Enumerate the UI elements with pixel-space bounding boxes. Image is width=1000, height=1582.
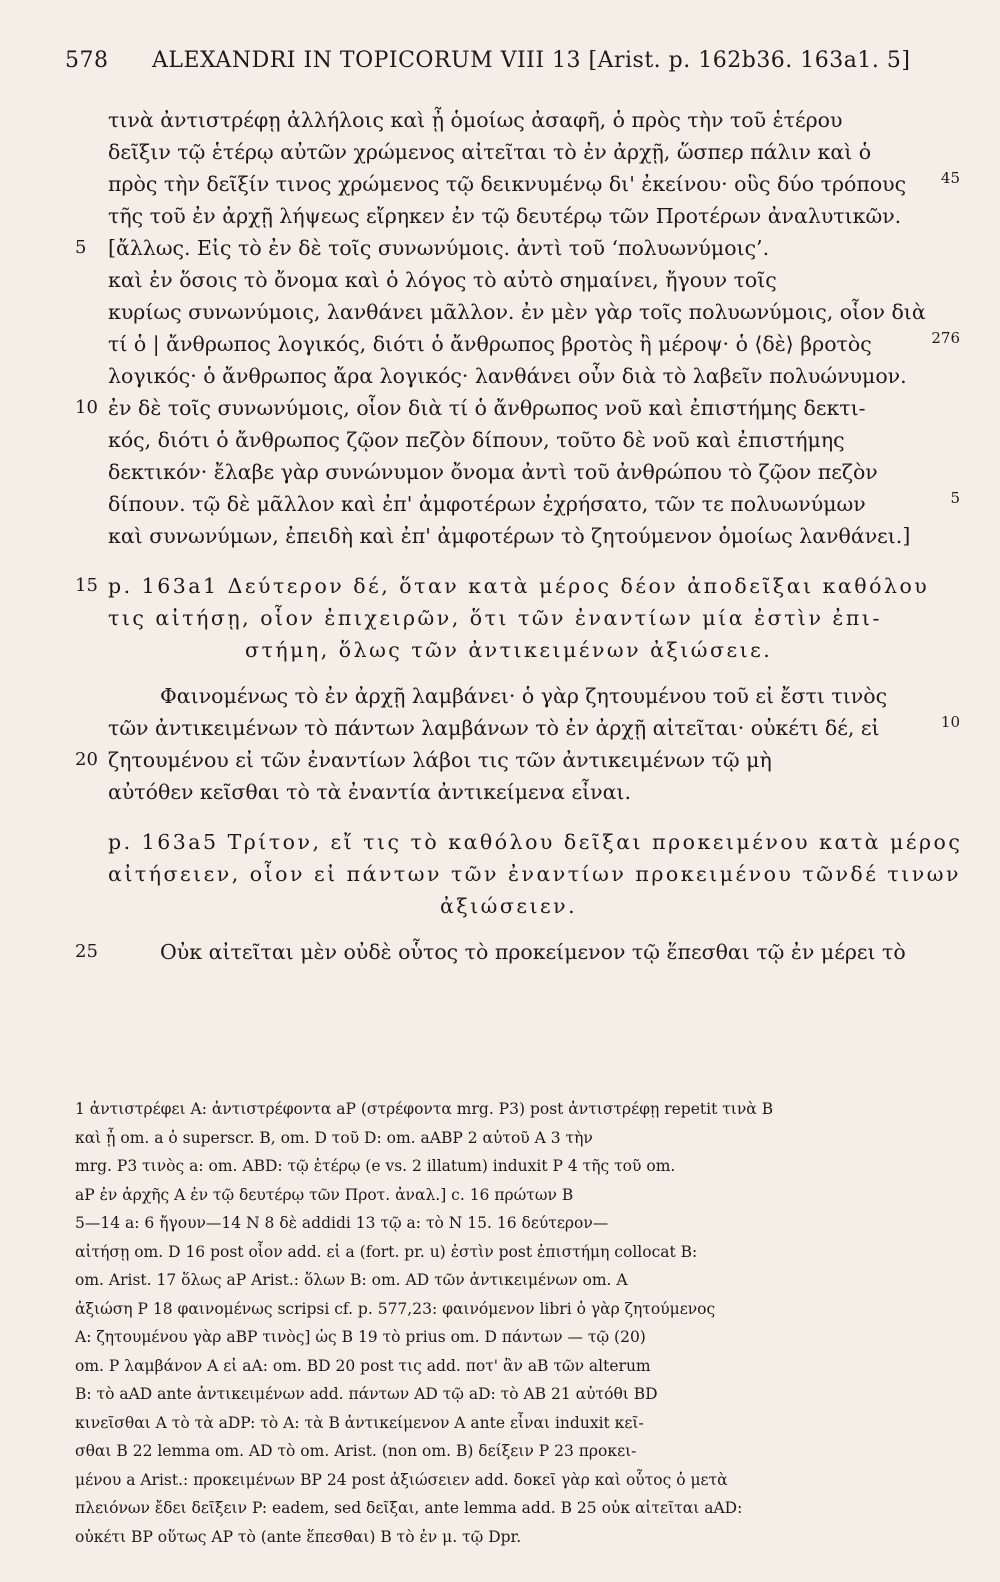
apparatus-line [0, 1238, 1000, 1267]
apparatus-text: καὶ ᾖ om. a ὁ superscr. B, om. D τοῦ D: om. aABP 2 αὐτοῦ A 3 τὴν [75, 1128, 593, 1147]
apparatus-line [0, 1380, 1000, 1409]
line-text: τινὰ ἀντιστρέφῃ ἀλλήλοις καὶ ᾖ ὁμοίως ἀσαφῆ, ὁ πρὸς τὴν τοῦ ἑτέρου [108, 108, 843, 132]
line-text: ζητουμένου εἰ τῶν ἐναντίων λάβοι τις τῶν ἀντικειμένων τῷ μὴ [108, 748, 772, 772]
apparatus-text: σθαι B 22 lemma om. AD τὸ om. Arist. (non om. B) δείξειν P 23 προκει- [75, 1442, 637, 1460]
text-line [0, 200, 1000, 232]
line-number: 15 [75, 575, 98, 596]
line-text: αὐτόθεν κεῖσθαι τὸ τὰ ἐναντία ἀντικείμενα εἶναι. [108, 780, 631, 804]
lemma-text: ἀξιώσειεν. [440, 894, 578, 918]
text-line [0, 136, 1000, 168]
line-text: τί ὁ | ἄνθρωπος λογικός, διότι ὁ ἄνθρωπος βροτὸς ἢ μέροψ· ὁ ⟨δὲ⟩ βροτὸς [108, 332, 872, 356]
apparatus-line [0, 1124, 1000, 1153]
line-number: 25 [75, 941, 98, 962]
apparatus-text: ἀξιώση P 18 φαινομένως scripsi cf. p. 577,23: φαινόμενον libri ὁ γὰρ ζητούμενος [75, 1299, 716, 1318]
critical-apparatus [0, 1095, 1000, 1551]
lemma-line [0, 890, 1000, 922]
line-text: δεκτικόν· ἔλαβε γὰρ συνώνυμον ὄνομα ἀντὶ τοῦ ἀνθρώπου τὸ ζῷον πεζὸν [108, 460, 878, 484]
text-line [0, 488, 1000, 520]
line-number: 5 [75, 237, 87, 258]
apparatus-text: A: ζητουμένου γὰρ aBP τινὸς] ὡς B 19 τὸ prius om. D πάντων — τῷ (20) [75, 1328, 646, 1346]
text-line [0, 424, 1000, 456]
apparatus-text: αἰτήσῃ om. D 16 post οἷον add. εἰ a (fort. pr. u) ἐστὶν post ἐπιστήμη collocat B: [75, 1242, 698, 1261]
running-title: ALEXANDRI IN TOPICORUM VIII 13 [Arist. p. 162b36. 163a1. 5] [152, 48, 911, 73]
lemma-line [0, 570, 1000, 602]
apparatus-text: B: τὸ aAD ante ἀντικειμένων add. πάντων AD τῷ aD: τὸ AB 21 αὐτόθι BD [75, 1385, 658, 1403]
text-line [0, 520, 1000, 552]
line-text: δίπουν. τῷ δὲ μᾶλλον καὶ ἐπ' ἀμφοτέρων ἐχρήσατο, τῶν τε πολυωνύμων [108, 492, 866, 516]
margin-number: 276 [931, 329, 960, 347]
line-text: ἐν δὲ τοῖς συνωνύμοις, οἷον διὰ τί ὁ ἄνθρωπος νοῦ καὶ ἐπιστήμης δεκτι- [108, 396, 866, 420]
line-text: καὶ συνωνύμων, ἐπειδὴ καὶ ἐπ' ἀμφοτέρων τὸ ζητούμενον ὁμοίως λανθάνει.] [108, 524, 911, 548]
apparatus-line [0, 1266, 1000, 1295]
lemma-text: τις αἰτήσῃ, οἷον ἐπιχειρῶν, ὅτι τῶν ἐναντίων μία ἐστὶν ἐπι- [108, 606, 882, 630]
line-text: τῶν ἀντικειμένων τὸ πάντων λαμβάνων τὸ ἐν ἀρχῇ αἰτεῖται· οὐκέτι δέ, εἰ [108, 716, 880, 740]
text-line [0, 264, 1000, 296]
apparatus-text: μένου a Arist.: προκειμένων BP 24 post ἀξιώσειεν add. δοκεῖ γὰρ καὶ οὗτος ὁ μετὰ [75, 1470, 728, 1489]
apparatus-line [0, 1523, 1000, 1552]
margin-number: 45 [940, 169, 960, 187]
running-header [65, 48, 910, 73]
text-line [0, 712, 1000, 744]
line-text: πρὸς τὴν δεῖξίν τινος χρώμενος τῷ δεικνυμένῳ δι' ἐκείνου· οὓς δύο τρόπους [108, 172, 907, 196]
text-line [0, 360, 1000, 392]
text-line [0, 328, 1000, 360]
line-number: 10 [75, 397, 98, 418]
line-text: κυρίως συνωνύμοις, λανθάνει μᾶλλον. ἐν μὲν γὰρ τοῖς πολυωνύμοις, οἷον διὰ [108, 300, 926, 324]
apparatus-text: 5—14 a: 6 ἤγουν—14 N 8 δὲ addidi 13 τῷ a: τὸ N 15. 16 δεύτερον— [75, 1214, 609, 1232]
page-number: 578 [65, 48, 109, 73]
apparatus-line [0, 1181, 1000, 1210]
text-line [0, 936, 1000, 968]
text-line [0, 744, 1000, 776]
text-line [0, 232, 1000, 264]
text-line [0, 392, 1000, 424]
line-text: τῆς τοῦ ἐν ἀρχῇ λήψεως εἴρηκεν ἐν τῷ δευτέρῳ τῶν Προτέρων ἀναλυτικῶν. [108, 204, 902, 228]
apparatus-line [0, 1466, 1000, 1495]
main-text [0, 104, 1000, 968]
text-line [0, 680, 1000, 712]
line-text: κός, διότι ὁ ἄνθρωπος ζῷον πεζὸν δίπουν, τοῦτο δὲ νοῦ καὶ ἐπιστήμης [108, 428, 845, 452]
apparatus-line [0, 1494, 1000, 1523]
lemma-line [0, 858, 1000, 890]
apparatus-line [0, 1352, 1000, 1381]
apparatus-line [0, 1095, 1000, 1124]
line-number: 20 [75, 749, 98, 770]
lemma-line [0, 634, 1000, 666]
lemma-text: στήμη, ὅλως τῶν ἀντικειμένων ἀξιώσειε. [245, 638, 773, 662]
line-text: καὶ ἐν ὅσοις τὸ ὄνομα καὶ ὁ λόγος τὸ αὐτὸ σημαίνει, ἤγουν τοῖς [108, 268, 777, 292]
line-text: Φαινομένως τὸ ἐν ἀρχῇ λαμβάνει· ὁ γὰρ ζητουμένου τοῦ εἰ ἔστι τινὸς [160, 684, 888, 708]
line-text: δεῖξιν τῷ ἑτέρῳ αὐτῶν χρώμενος αἰτεῖται τὸ ἐν ἀρχῇ, ὥσπερ πάλιν καὶ ὁ [108, 140, 872, 164]
lemma-text: p. 163a5 Τρίτον, εἴ τις τὸ καθόλου δεῖξαι προκειμένου κατὰ μέρος [108, 830, 963, 854]
line-text: Οὐκ αἰτεῖται μὲν οὐδὲ οὗτος τὸ προκείμενον τῷ ἕπεσθαι τῷ ἐν μέρει τὸ [160, 940, 906, 964]
apparatus-text: om. Arist. 17 ὅλως aP Arist.: ὅλων B: om. AD τῶν ἀντικειμένων om. A [75, 1271, 628, 1289]
lemma-line [0, 826, 1000, 858]
apparatus-line [0, 1295, 1000, 1324]
lemma-text: αἰτήσειεν, οἷον εἰ πάντων τῶν ἐναντίων προκειμένου τῶνδέ τινων [108, 862, 961, 886]
text-line [0, 168, 1000, 200]
text-line [0, 296, 1000, 328]
apparatus-text: οὐκέτι BP οὕτως AP τὸ (ante ἕπεσθαι) B τὸ ἐν μ. τῷ Dpr. [75, 1527, 522, 1546]
margin-number: 5 [950, 489, 960, 507]
apparatus-line [0, 1323, 1000, 1352]
apparatus-text: κινεῖσθαι A τὸ τὰ aDP: τὸ A: τὰ B ἀντικείμενον A ante εἶναι induxit κεῖ- [75, 1413, 644, 1432]
apparatus-text: aP ἐν ἀρχῆς A ἐν τῷ δευτέρῳ τῶν Προτ. ἀναλ.] c. 16 πρώτων B [75, 1185, 574, 1204]
line-text: λογικός· ὁ ἄνθρωπος ἄρα λογικός· λανθάνει οὖν διὰ τὸ λαβεῖν πολυώνυμον. [108, 364, 907, 388]
apparatus-text: om. P λαμβάνον A εἰ aA: om. BD 20 post τις add. ποτ' ἂν aB τῶν alterum [75, 1356, 651, 1375]
line-text: [ἄλλως. Εἰς τὸ ἐν δὲ τοῖς συνωνύμοις. ἀντὶ τοῦ ‘πολυωνύμοις’. [108, 236, 770, 260]
text-line [0, 776, 1000, 808]
text-line [0, 456, 1000, 488]
apparatus-line [0, 1409, 1000, 1438]
apparatus-line [0, 1152, 1000, 1181]
apparatus-text: mrg. P3 τινὸς a: om. ABD: τῷ ἑτέρῳ (e vs. 2 illatum) induxit P 4 τῆς τοῦ om. [75, 1157, 676, 1175]
text-line [0, 104, 1000, 136]
apparatus-line [0, 1209, 1000, 1238]
lemma-text: p. 163a1 Δεύτερον δέ, ὅταν κατὰ μέρος δέον ἀποδεῖξαι καθόλου [108, 574, 930, 598]
apparatus-line [0, 1437, 1000, 1466]
lemma-line [0, 602, 1000, 634]
margin-number: 10 [940, 713, 960, 731]
apparatus-text: πλειόνων ἔδει δεῖξειν P: eadem, sed δεῖξαι, ante lemma add. B 25 οὐκ αἰτεῖται aAD: [75, 1499, 743, 1517]
apparatus-text: 1 ἀντιστρέφει A: ἀντιστρέφοντα aP (στρέφοντα mrg. P3) post ἀντιστρέφῃ repetit τινὰ B [75, 1100, 774, 1118]
